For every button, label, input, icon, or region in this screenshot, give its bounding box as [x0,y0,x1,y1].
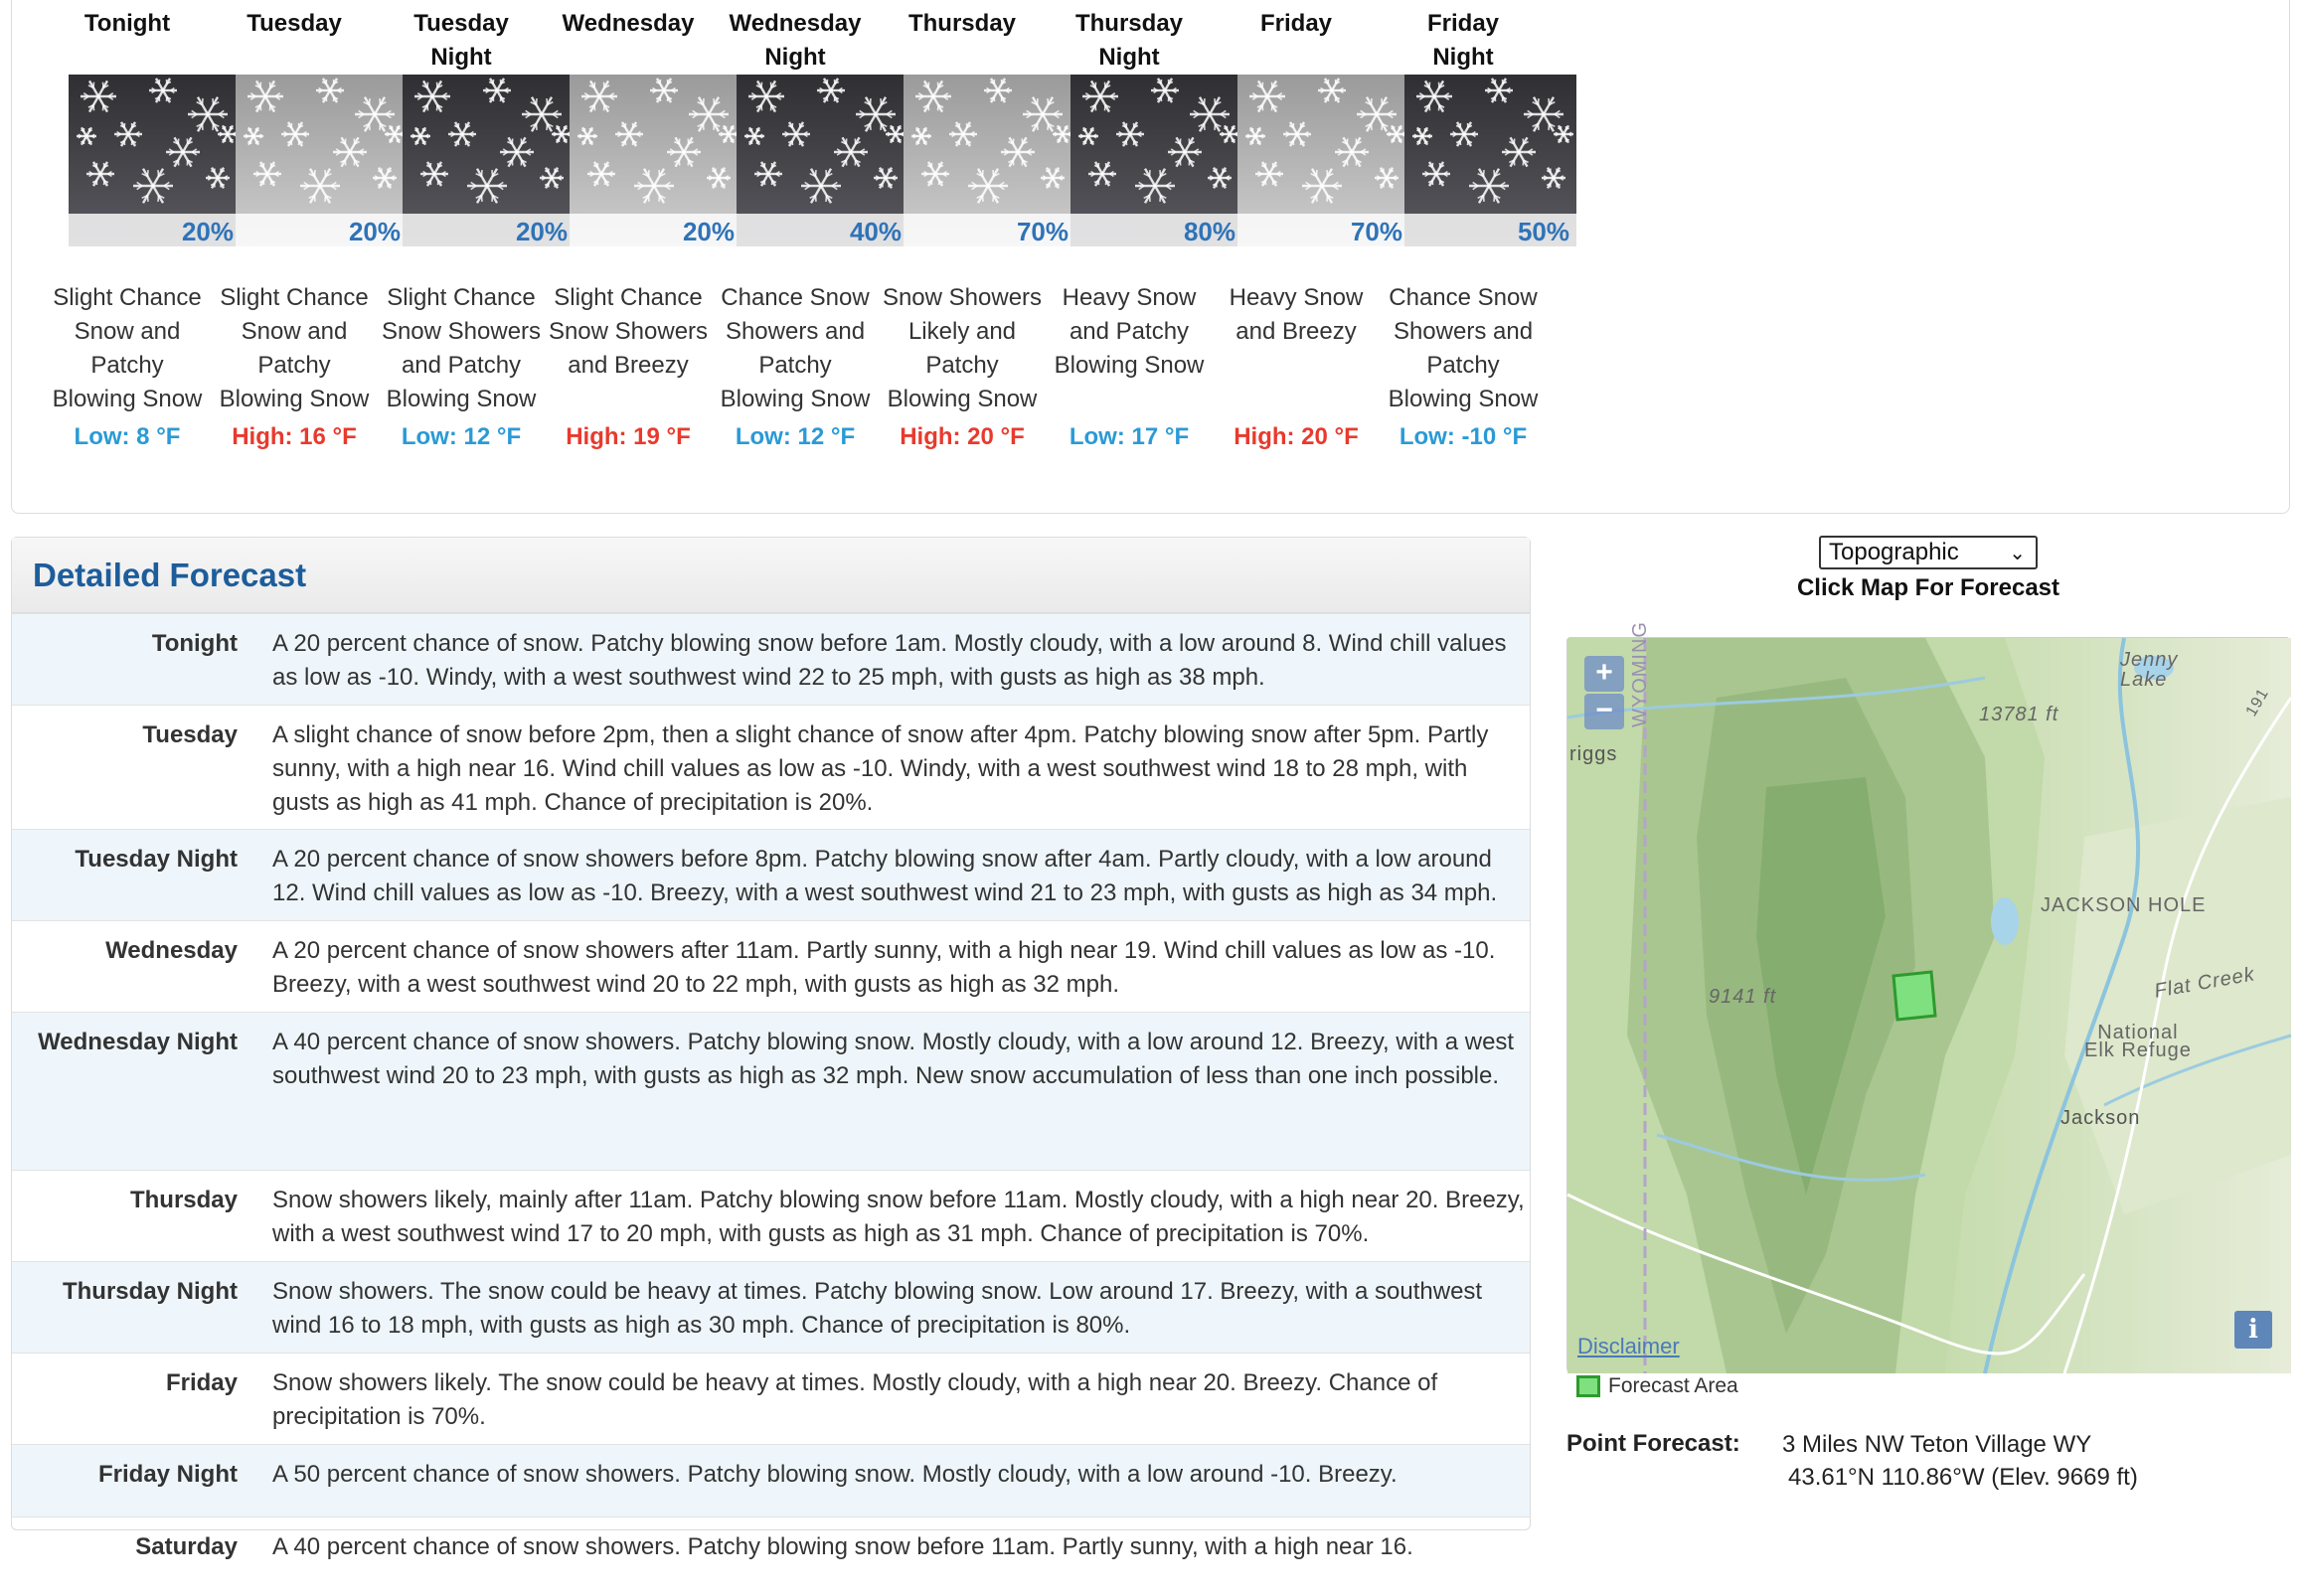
map-legend [1576,1374,1738,1398]
click-map-hint: Click Map For Forecast [1630,572,2226,604]
detailed-row-text: A 50 percent chance of snow showers. Patchy blowing snow. Mostly cloudy, with a low around -10. Breezy. [272,1458,1525,1492]
short-description: Heavy Snow and Patchy Blowing Snow [1015,281,1243,383]
temperature: Low: 12 °F [347,423,576,451]
detailed-row-label: Tonight [12,627,238,661]
forecast-map[interactable] [1566,637,2290,1372]
temperature: High: 16 °F [180,423,409,451]
short-description: Slight Chance Snow Showers and Patchy Blowing Snow [347,281,576,416]
detailed-row-text: A slight chance of snow before 2pm, then a slight chance of snow after 4pm. Patchy blowing snow after 5pm. Partly sunny, with a high near 16. Wind chill values as low as -10. Windy, with a west southwest wind 18 to 28 mph, with gusts as high as 41 mph. Chance of precipitation is 20%. [272,718,1525,820]
detailed-row-text: A 20 percent chance of snow. Patchy blowing snow before 1am. Mostly cloudy, with a low around 8. Wind chill values as low as -10. Windy, with a west southwest wind 22 to 25 mph, with gusts as high as 38 mph. [272,627,1525,695]
period-name: Tuesday Night [347,7,576,75]
forecast-period[interactable] [1349,1,1577,518]
period-name: Thursday Night [1015,7,1243,75]
pop-label: 50% [1518,217,1569,246]
detailed-row-label: Friday [12,1366,238,1400]
legend-label: Forecast Area [1608,1374,1738,1397]
map-label-town: Jackson [2060,1107,2140,1130]
disclaimer-link[interactable]: Disclaimer [1577,1334,1680,1359]
point-forecast-location: 3 Miles NW Teton Village WY [1782,1428,2091,1461]
pop-label: 80% [1184,217,1235,246]
zoom-in-button[interactable]: + [1584,656,1624,692]
detailed-row [12,705,1530,829]
map-label-state: WYOMING [1629,621,1652,727]
temperature: High: 19 °F [514,423,742,451]
period-name: Tonight [13,7,242,41]
detailed-row-text: Snow showers likely, mainly after 11am. Patchy blowing snow before 11am. Mostly cloudy, with a high near 20. Breezy, with a west southwest wind 17 to 20 mph, with gusts as high as 31 mph. Chance of precipitation is 70%. [272,1184,1525,1251]
map-terrain [1567,638,2291,1373]
map-label-town-partial: riggs [1569,743,1617,766]
period-name: Friday [1182,7,1410,41]
zoom-out-button[interactable]: − [1584,694,1624,729]
pop-label: 20% [683,217,735,246]
map-label-refuge: National Elk Refuge [2084,1024,2192,1059]
detailed-forecast-title: Detailed Forecast [12,538,1530,613]
map-label-lake: Jenny Lake [2120,650,2178,690]
period-name: Tuesday [180,7,409,41]
pop-label: 20% [349,217,401,246]
info-icon[interactable]: i [2234,1311,2272,1349]
detailed-row-text: Snow showers. The snow could be heavy at times. Patchy blowing snow. Low around 17. Breezy, with a southwest wind 16 to 18 mph, with gusts as high as 30 mph. Chance of precipitation is 80%. [272,1275,1525,1343]
detailed-row [12,1261,1530,1353]
detailed-row-text: Snow showers likely. The snow could be heavy at times. Mostly cloudy, with a high near 20. Breezy. Chance of precipitation is 70%. [272,1366,1525,1434]
temperature: Low: 17 °F [1015,423,1243,451]
period-name: Wednesday Night [681,7,909,75]
detailed-row-label: Wednesday [12,934,238,968]
period-name: Wednesday [514,7,742,41]
pop-label: 70% [1351,217,1402,246]
detailed-row [12,920,1530,1012]
map-label-peak2: 9141 ft [1709,986,1776,1009]
pop-label: 40% [850,217,902,246]
map-label-valley: JACKSON HOLE [2041,894,2206,917]
detailed-row-text: A 20 percent chance of snow showers after 11am. Partly sunny, with a high near 19. Wind chill values as low as -10. Breezy, with a west southwest wind 20 to 22 mph, with gusts as high as 32 mph. [272,934,1525,1002]
temperature: High: 20 °F [848,423,1076,451]
detailed-row [12,829,1530,920]
short-description: Chance Snow Showers and Patchy Blowing Snow [1349,281,1577,416]
seven-day-forecast [11,0,2290,514]
pop-label: 20% [182,217,234,246]
short-description: Slight Chance Snow and Patchy Blowing Snow [180,281,409,416]
temperature: Low: 8 °F [13,423,242,451]
detailed-row-text: A 40 percent chance of snow showers. Patchy blowing snow before 11am. Partly sunny, with a high near 16. [272,1530,1525,1564]
forecast-area-swatch [1576,1375,1600,1397]
detailed-row-label: Thursday Night [12,1275,238,1309]
snow-night-icon [1404,75,1576,246]
map-label-peak1: 13781 ft [1979,704,2058,726]
detailed-row [12,1516,1530,1596]
pop-label: 20% [516,217,568,246]
temperature: Low: 12 °F [681,423,909,451]
detailed-forecast-panel [11,537,1531,1530]
period-name: Friday Night [1349,7,1577,75]
forecast-area-marker[interactable] [1893,972,1935,1020]
map-label-creek: Flat Creek [2153,963,2257,1003]
short-description: Slight Chance Snow Showers and Breezy [514,281,742,383]
map-label-route: 191 [2243,686,2273,720]
detailed-row-text: A 20 percent chance of snow showers before 8pm. Patchy blowing snow after 4am. Partly cloudy, with a low around 12. Wind chill values as low as -10. Breezy, with a west southwest wind 21 to 23 mph, with gusts as high as 34 mph. [272,843,1525,910]
temperature: Low: -10 °F [1349,423,1577,451]
map-layer-value: Topographic [1829,539,1959,565]
detailed-row-label: Tuesday Night [12,843,238,877]
map-layer-select[interactable] [1819,536,2038,569]
detailed-row-label: Saturday [12,1530,238,1564]
pop-label: 70% [1017,217,1069,246]
period-name: Thursday [848,7,1076,41]
detailed-row-text: A 40 percent chance of snow showers. Patchy blowing snow. Mostly cloudy, with a low around 12. Breezy, with a west southwest wind 20 to 23 mph, with gusts as high as 32 mph. New snow accumulation of less than one inch possible. [272,1026,1525,1093]
detailed-row [12,1444,1530,1516]
short-description: Slight Chance Snow and Patchy Blowing Snow [13,281,242,416]
point-forecast-coords: 43.61°N 110.86°W (Elev. 9669 ft) [1788,1461,2138,1494]
detailed-row [12,1353,1530,1444]
short-description: Chance Snow Showers and Patchy Blowing Snow [681,281,909,416]
point-forecast-label: Point Forecast: [1566,1430,1740,1458]
short-description: Snow Showers Likely and Patchy Blowing Snow [848,281,1076,416]
detailed-row-label: Tuesday [12,718,238,752]
detailed-row-label: Thursday [12,1184,238,1217]
detailed-row [12,613,1530,705]
detailed-row [12,1170,1530,1261]
detailed-row [12,1012,1530,1170]
short-description: Heavy Snow and Breezy [1182,281,1410,349]
temperature: High: 20 °F [1182,423,1410,451]
detailed-row-label: Wednesday Night [12,1026,238,1059]
detailed-row-label: Friday Night [12,1458,238,1492]
chevron-down-icon: ⌄ [2009,539,2026,568]
